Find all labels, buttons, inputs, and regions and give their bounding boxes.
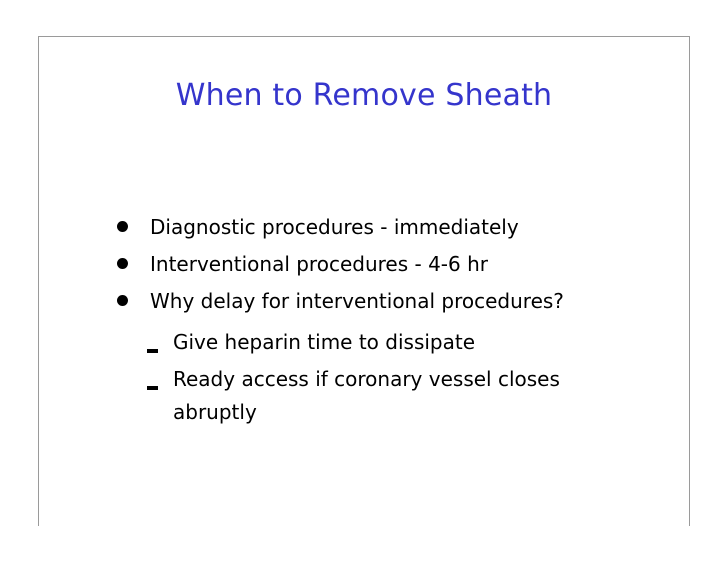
bullet-dot <box>117 221 128 232</box>
slide-title: When to Remove Sheath <box>175 78 553 113</box>
bullet-dot <box>117 295 128 306</box>
sub-bullet-item: Ready access if coronary vessel closes <box>173 367 560 391</box>
bullet-item: Why delay for interventional procedures? <box>150 289 564 313</box>
bullet-dot <box>117 258 128 269</box>
sub-bullet-dash <box>147 349 158 353</box>
sub-bullet-item: Give heparin time to dissipate <box>173 330 476 354</box>
bullet-item: Interventional procedures - 4-6 hr <box>150 252 488 276</box>
bullet-item: Diagnostic procedures - immediately <box>150 215 519 239</box>
sub-bullet-dash <box>147 386 158 390</box>
sub-bullet-item-continuation: abruptly <box>173 400 257 424</box>
